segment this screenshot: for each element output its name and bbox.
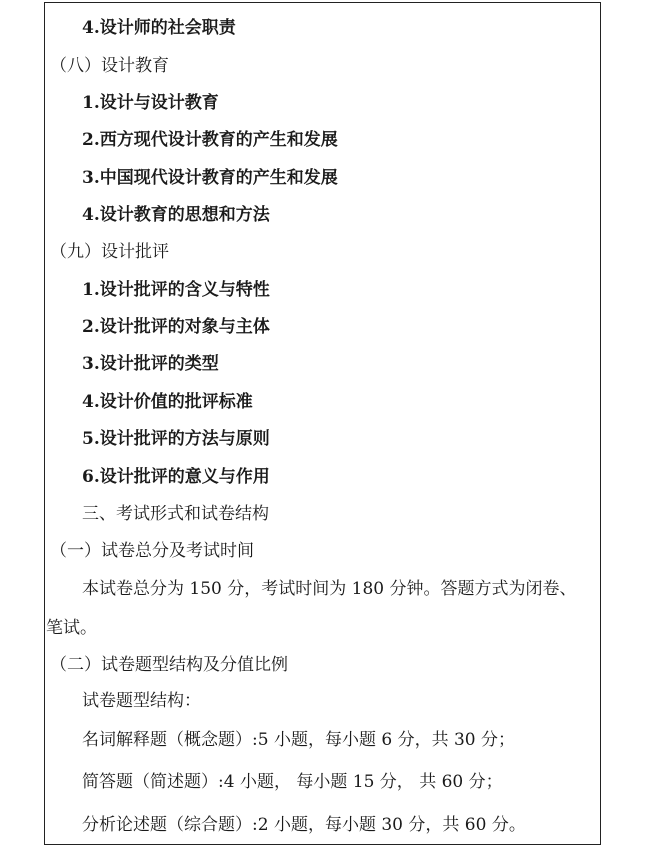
section-heading: （二）试卷题型结构及分值比例 bbox=[50, 655, 288, 675]
paragraph-text: 名词解释题（概念题）:5 小题，每小题 6 分，共 30 分； bbox=[82, 730, 516, 750]
outline-item: 2.西方现代设计教育的产生和发展 bbox=[82, 130, 338, 150]
outline-item: 1.设计批评的含义与特性 bbox=[82, 280, 270, 300]
paragraph-text: 分析论述题（综合题）:2 小题，每小题 30 分，共 60 分。 bbox=[82, 815, 526, 835]
outline-item: 3.设计批评的类型 bbox=[82, 354, 219, 374]
outline-item: 3.中国现代设计教育的产生和发展 bbox=[82, 168, 338, 188]
paragraph-text: 本试卷总分为 150 分，考试时间为 180 分钟。答题方式为闭卷、 bbox=[82, 579, 577, 599]
outline-item: 4.设计教育的思想和方法 bbox=[82, 205, 270, 225]
outline-item: 6.设计批评的意义与作用 bbox=[82, 467, 270, 487]
section-heading: （八）设计教育 bbox=[50, 56, 169, 76]
outline-item: 5.设计批评的方法与原则 bbox=[82, 429, 270, 449]
outline-item: 2.设计批评的对象与主体 bbox=[82, 317, 270, 337]
paragraph-text: 试卷题型结构： bbox=[82, 691, 201, 711]
outline-item: 4.设计价值的批评标准 bbox=[82, 392, 253, 412]
section-heading: （九）设计批评 bbox=[50, 242, 169, 262]
chapter-heading: 三、考试形式和试卷结构 bbox=[82, 504, 269, 524]
section-heading: （一）试卷总分及考试时间 bbox=[50, 541, 254, 561]
paragraph-text: 简答题（简述题）:4 小题， 每小题 15 分， 共 60 分； bbox=[82, 772, 503, 792]
outline-item: 4.设计师的社会职责 bbox=[82, 18, 236, 38]
outline-item: 1.设计与设计教育 bbox=[82, 93, 219, 113]
paragraph-text: 笔试。 bbox=[46, 618, 97, 638]
